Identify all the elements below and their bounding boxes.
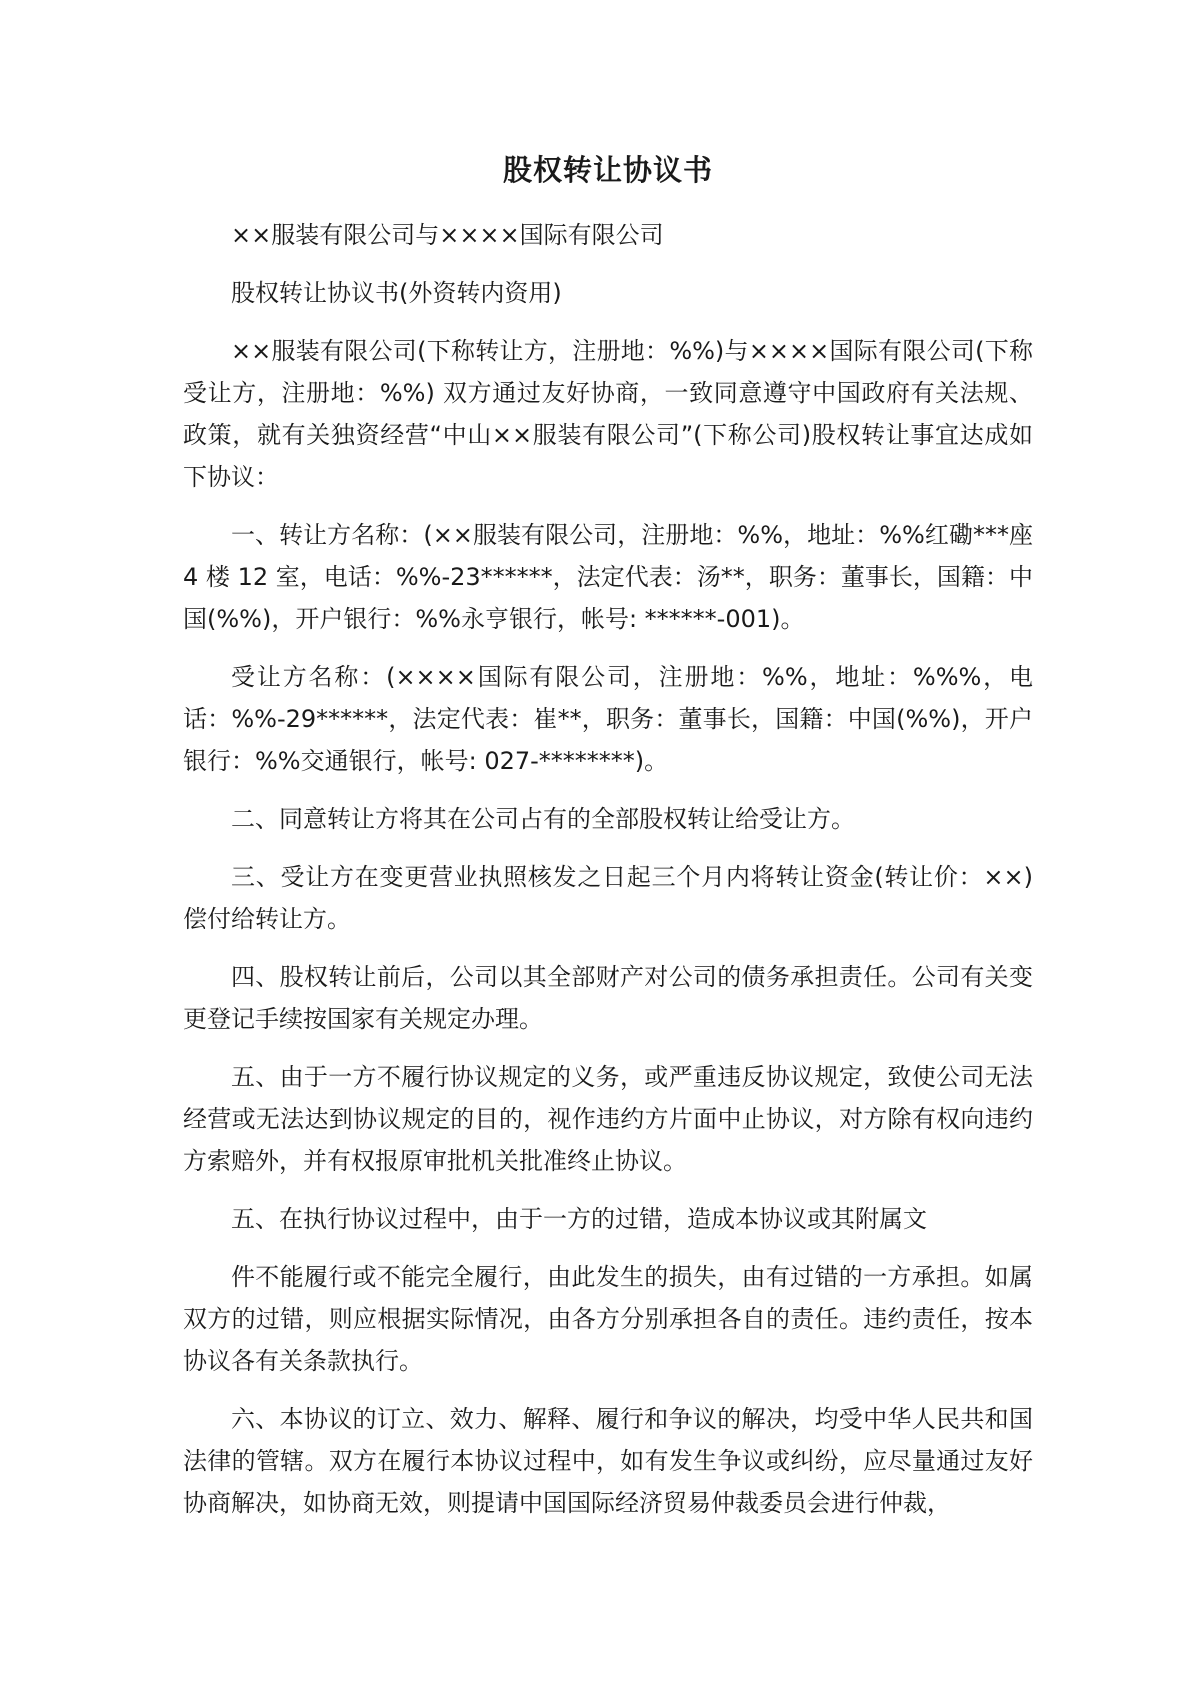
- paragraph-transferee: 受让方名称：(××××国际有限公司，注册地：%%，地址：%%%，电话：%%-29******，法定代表：崔**，职务：董事长，国籍：中国(%%)，开户银行：%%交通银行，帐号: 027-********)。: [183, 663, 1033, 775]
- paragraph-transferor: 一、转让方名称：(××服装有限公司，注册地：%%，地址：%%红磡***座 4 楼 12 室，电话：%%-23******，法定代表：汤**，职务：董事长，国籍：中国(%%)，开户银行：%%永亨银行，帐号: ******-001)。: [183, 521, 1033, 633]
- paragraph-agreement-type: 股权转让协议书(外资转内资用): [231, 279, 562, 307]
- paragraph-clause-3: 三、受让方在变更营业执照核发之日起三个月内将转让资金(转让价：××)偿付给转让方。: [183, 863, 1033, 933]
- paragraph-preamble: ××服装有限公司(下称转让方，注册地：%%)与××××国际有限公司(下称受让方，注册地：%%) 双方通过友好协商，一致同意遵守中国政府有关法规、政策，就有关独资经营“中山××服装有限公司”(下称公司)股权转让事宜达成如下协议：: [183, 337, 1033, 491]
- paragraph-clause-6: 六、本协议的订立、效力、解释、履行和争议的解决，均受中华人民共和国法律的管辖。双方在履行本协议过程中，如有发生争议或纠纷，应尽量通过友好协商解决，如协商无效，则提请中国国际经济贸易仲裁委员会进行仲裁，: [183, 1405, 1033, 1517]
- paragraph-clause-5b-part1: 五、在执行协议过程中，由于一方的过错，造成本协议或其附属文: [231, 1205, 927, 1233]
- document-title: 股权转让协议书: [502, 153, 713, 187]
- paragraph-clause-4: 四、股权转让前后，公司以其全部财产对公司的债务承担责任。公司有关变更登记手续按国家有关规定办理。: [183, 963, 1033, 1033]
- paragraph-clause-5a: 五、由于一方不履行协议规定的义务，或严重违反协议规定，致使公司无法经营或无法达到协议规定的目的，视作违约方片面中止协议，对方除有权向违约方索赔外，并有权报原审批机关批准终止协议。: [183, 1063, 1033, 1175]
- document-page: [183, 150, 1033, 1540]
- paragraph-clause-5b-part2: 件不能履行或不能完全履行，由此发生的损失，由有过错的一方承担。如属双方的过错，则应根据实际情况，由各方分别承担各自的责任。违约责任，按本协议各有关条款执行。: [183, 1263, 1033, 1375]
- paragraph-clause-2: 二、同意转让方将其在公司占有的全部股权转让给受让方。: [231, 805, 855, 833]
- paragraph-parties: ××服装有限公司与××××国际有限公司: [231, 221, 664, 249]
